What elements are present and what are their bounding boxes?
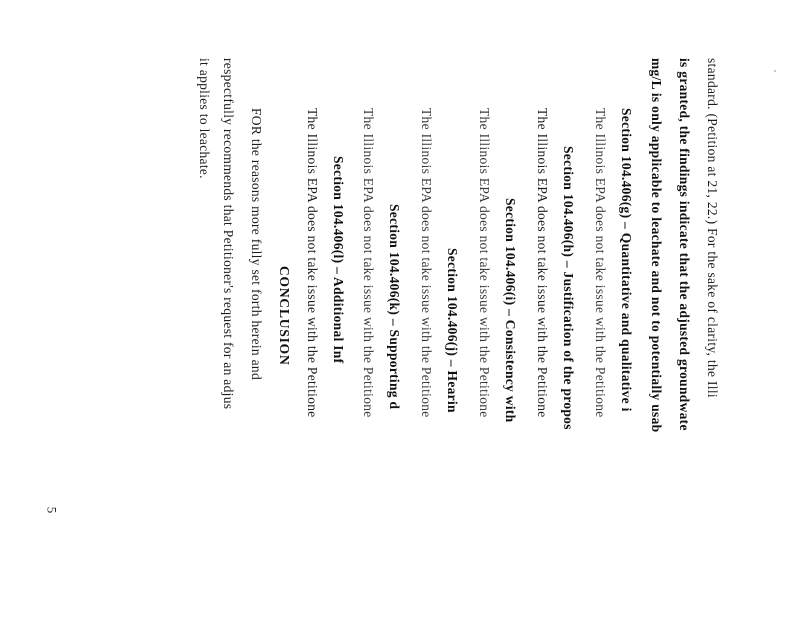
body-line-2: is granted, the findings indicate that the adjusted groundwate: [677, 58, 692, 431]
conclusion-line-2: respectfully recommends that Petitioner's request for an adjus: [221, 58, 236, 410]
heading-104-406-j: Section 104.406(j) – Hearin: [445, 248, 460, 413]
body-line-j: The Illinois EPA does not take issue with the Petitione: [419, 108, 434, 418]
page-number: 5: [44, 506, 60, 514]
heading-104-406-g: Section 104.406(g) – Quantitative and qualitative i: [619, 108, 634, 412]
heading-104-406-h: Section 104.406(h) – Justification of the propos: [561, 146, 576, 430]
body-line-1: standard. (Petition at 21, 22.) For the sake of clarity, the Illi: [705, 58, 720, 398]
body-line-h: The Illinois EPA does not take issue with the Petitione: [535, 108, 550, 418]
body-line-l: The Illinois EPA does not take issue with the Petitione: [305, 108, 320, 418]
conclusion-heading: CONCLUSION: [277, 266, 292, 366]
rotated-text-block: [197, 58, 720, 618]
scan-speck: [774, 70, 776, 72]
body-line-i: The Illinois EPA does not take issue with the Petitione: [477, 108, 492, 418]
conclusion-line-1: FOR the reasons more fully set forth herein and: [249, 108, 264, 381]
body-line-g: The Illinois EPA does not take issue with the Petitione: [593, 108, 608, 418]
heading-104-406-i: Section 104.406(i) – Consistency with: [503, 198, 518, 423]
conclusion-line-3: it applies to leachate.: [197, 58, 212, 179]
body-line-k: The Illinois EPA does not take issue with the Petitione: [361, 108, 376, 418]
heading-104-406-l: Section 104.406(l) – Additional Inf: [331, 156, 346, 364]
body-line-3: mg/L is only applicable to leachate and not to potentially usab: [649, 58, 664, 433]
heading-104-406-k: Section 104.406(k) – Supporting d: [387, 204, 402, 410]
